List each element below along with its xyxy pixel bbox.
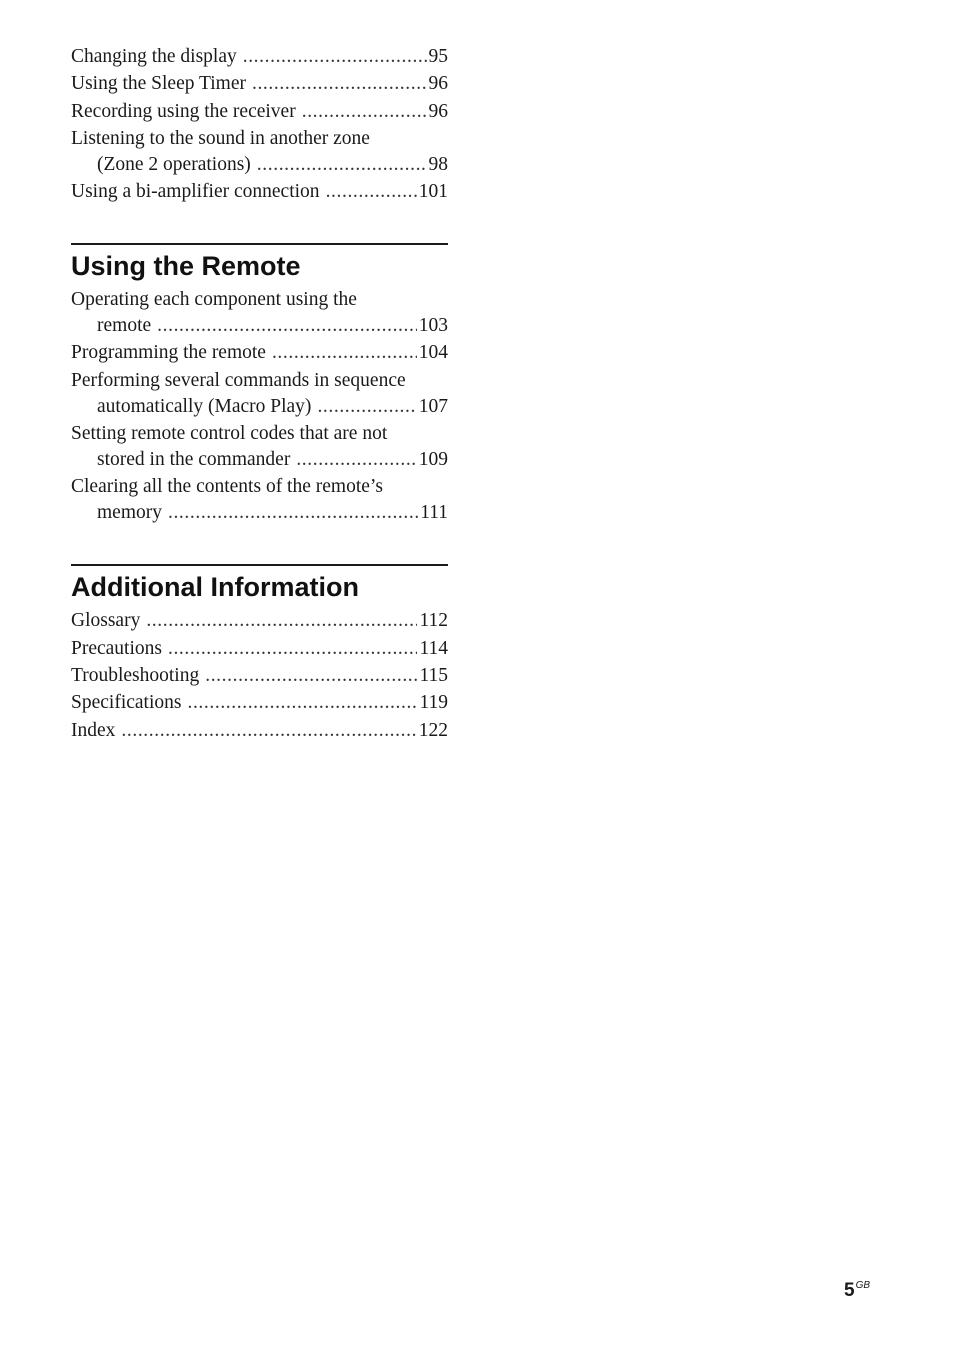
toc-entry-title: (Zone 2 operations): [97, 153, 251, 175]
toc-entry-line: [71, 421, 448, 447]
dot-leader: [243, 44, 427, 70]
toc-section: [71, 564, 448, 743]
toc-entry-line: [71, 663, 448, 689]
toc-entry-line: [71, 447, 448, 473]
toc-entry-title: Specifications: [71, 692, 182, 714]
dot-leader: [121, 718, 416, 744]
toc-page-number: 112: [419, 610, 448, 632]
toc-entry[interactable]: [71, 636, 448, 662]
toc-entry-line: [71, 99, 448, 125]
toc-entry-title: Programming the remote: [71, 342, 266, 364]
table-of-contents: [71, 44, 448, 745]
toc-page-number: 98: [428, 153, 448, 175]
toc-entry-title: remote: [97, 315, 152, 337]
toc-entry[interactable]: [71, 340, 448, 366]
dot-leader: [157, 313, 417, 339]
toc-entry-title: Glossary: [71, 610, 141, 632]
toc-page-number: 115: [419, 664, 448, 686]
toc-entry-title: Recording using the receiver: [71, 100, 296, 122]
dot-leader: [296, 447, 416, 473]
toc-entry-title: Precautions: [71, 637, 162, 659]
toc-entry-line: [71, 152, 448, 178]
toc-page-number: 103: [418, 315, 448, 337]
dot-leader: [326, 179, 417, 205]
toc-entry-line: [71, 690, 448, 716]
toc-entry[interactable]: [71, 608, 448, 634]
toc-entry-title: stored in the commander: [97, 449, 291, 471]
toc-page-number: 101: [418, 181, 448, 203]
toc-entry-title: Performing several commands in sequence: [71, 369, 406, 391]
toc-entry[interactable]: [71, 718, 448, 744]
dot-leader: [302, 99, 427, 125]
toc-entry-line: [71, 636, 448, 662]
dot-leader: [168, 500, 418, 526]
toc-page-number: 122: [418, 719, 448, 741]
toc-entry[interactable]: [71, 368, 448, 420]
dot-leader: [146, 608, 417, 634]
toc-entry-title: Listening to the sound in another zone: [71, 127, 370, 149]
toc-entry[interactable]: [71, 71, 448, 97]
toc-entry[interactable]: [71, 287, 448, 339]
toc-entry-title: Setting remote control codes that are not: [71, 423, 388, 445]
toc-page-number: 111: [420, 502, 448, 524]
toc-entry-line: [71, 287, 448, 313]
toc-entry[interactable]: [71, 421, 448, 473]
toc-page-number: 95: [428, 46, 448, 67]
toc-entry-line: [71, 313, 448, 339]
dot-leader: [252, 71, 427, 97]
toc-entry-title: Using a bi-amplifier connection: [71, 181, 320, 203]
page-number-value: 5: [844, 1280, 855, 1301]
toc-entry-line: [71, 179, 448, 205]
toc-page-number: 96: [428, 73, 448, 95]
toc-entry-line: [71, 340, 448, 366]
toc-entry[interactable]: [71, 126, 448, 178]
dot-leader: [317, 394, 416, 420]
dot-leader: [187, 690, 417, 716]
toc-entry[interactable]: [71, 690, 448, 716]
toc-entry-line: [71, 126, 448, 152]
page-number-suffix: GB: [855, 1280, 871, 1291]
toc-entry-title: automatically (Macro Play): [97, 395, 312, 417]
dot-leader: [272, 340, 417, 366]
toc-entry-line: [71, 44, 448, 70]
toc-entry-list: [71, 287, 448, 526]
toc-page-number: 107: [418, 395, 448, 417]
toc-entry-line: [71, 608, 448, 634]
dot-leader: [168, 636, 417, 662]
toc-entry-list: [71, 44, 448, 205]
toc-entry-title: Operating each component using the: [71, 289, 357, 311]
toc-entry-line: [71, 368, 448, 394]
dot-leader: [257, 152, 427, 178]
toc-entry-title: Troubleshooting: [71, 664, 200, 686]
toc-entry-title: Clearing all the contents of the remote’s: [71, 476, 383, 498]
toc-entry[interactable]: [71, 663, 448, 689]
toc-page-number: 104: [418, 342, 448, 364]
section-heading: Using the Remote: [71, 251, 301, 282]
toc-entry-list: [71, 608, 448, 743]
dot-leader: [205, 663, 417, 689]
toc-entry-title: memory: [97, 502, 162, 524]
toc-entry-title: Changing the display: [71, 46, 237, 67]
toc-entry-line: [71, 71, 448, 97]
toc-section: [71, 44, 448, 205]
toc-entry-line: [71, 500, 448, 526]
toc-page-number: 119: [419, 692, 448, 714]
section-heading: Additional Information: [71, 572, 359, 603]
toc-section: [71, 243, 448, 526]
toc-entry-line: [71, 474, 448, 500]
toc-page-number: 96: [428, 100, 448, 122]
toc-page-number: 114: [419, 637, 448, 659]
toc-entry[interactable]: [71, 474, 448, 526]
toc-entry-line: [71, 718, 448, 744]
toc-entry[interactable]: [71, 99, 448, 125]
toc-entry-title: Index: [71, 719, 116, 741]
toc-page-number: 109: [418, 449, 448, 471]
toc-entry[interactable]: [71, 179, 448, 205]
toc-entry[interactable]: [71, 44, 448, 70]
page-number: [844, 1280, 870, 1302]
toc-entry-line: [71, 394, 448, 420]
toc-entry-title: Using the Sleep Timer: [71, 73, 246, 95]
